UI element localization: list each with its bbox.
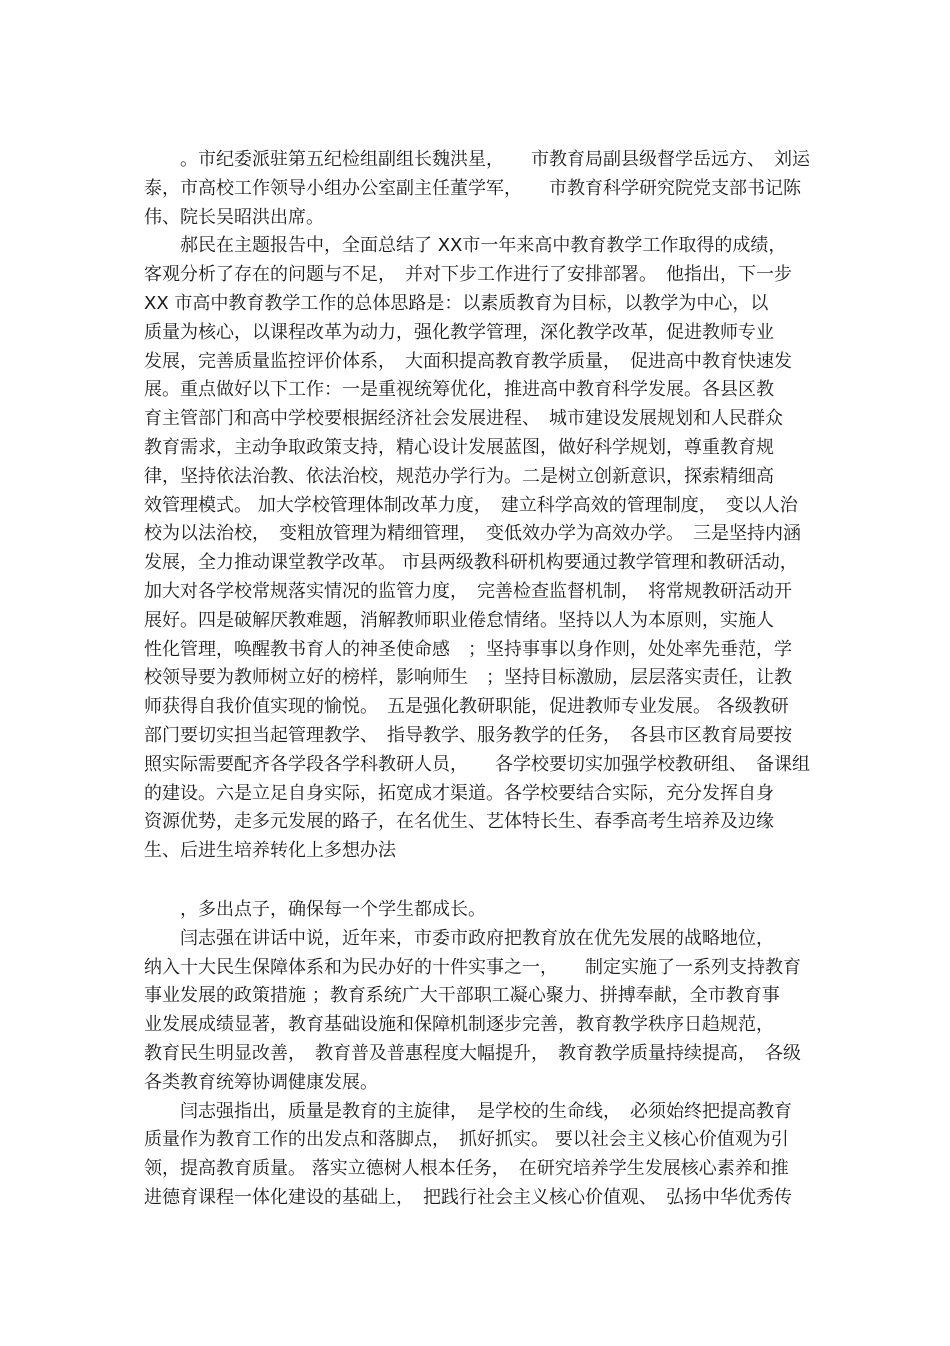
text-line: 纳入十大民生保障体系和为民办好的十件实事之一， 制定实施了一系列支持教育 [144, 956, 801, 978]
text-line: 律，坚持依法治教、依法治校，规范办学行为。二是树立创新意识，探索精细高 [144, 465, 774, 487]
text-line: 郝民在主题报告中，全面总结了 XX市一年来高中教育教学工作取得的成绩， [144, 235, 787, 257]
text-line: 的建设。六是立足自身实际，拓宽成才渠道。各学校要结合实际，充分发挥自身 [144, 782, 774, 804]
text-line: 客观分析了存在的问题与不足， 并对下步工作进行了安排部署。 他指出，下一步 [144, 264, 792, 286]
text-line: 质量为核心，以课程改革为动力，强化教学管理，深化教学改革，促进教师专业 [144, 321, 774, 343]
text-line: 效管理模式。 加大学校管理体制改革力度， 建立科学高效的管理制度， 变以人治 [144, 494, 798, 516]
text-line: 业发展成绩显著，教育基础设施和保障机制逐步完善，教育教学秩序日趋规范， [144, 1014, 774, 1036]
text-line: 资源优势，走多元发展的路子，在名优生、艺体特长生、春季高考生培养及边缘 [144, 811, 774, 833]
text-line: ，多出点子，确保每一个学生都成长。 [144, 899, 486, 920]
text-line: XX 市高中教育教学工作的总体思路是：以素质教育为目标，以教学为中心，以 [144, 292, 769, 314]
text-line: 闫志强指出，质量是教育的主旋律， 是学校的生命线， 必须始终把提高教育 [144, 1100, 792, 1122]
text-line: 校领导要为教师树立好的榜样，影响师生 ；坚持目标激励，层层落实责任，让教 [144, 667, 792, 689]
text-block-upper [144, 146, 824, 866]
text-line: 校为以法治校， 变粗放管理为精细管理， 变低效办学为高效办学。 三是坚持内涵 [144, 523, 801, 545]
text-line: 展。重点做好以下工作：一是重视统筹优化，推进高中教育科学发展。各县区教 [144, 379, 774, 401]
text-line: 发展，全力推动课堂教学改革。 市县两级教科研机构要通过教学管理和教研活动， [144, 552, 798, 574]
text-block-lower [144, 896, 824, 1213]
text-line: 育主管部门和高中学校要根据经济社会发展进程、 城市建设发展规划和人民群众 [144, 408, 783, 430]
text-line: 师获得自我价值实现的愉悦。 五是强化教研职能，促进教师专业发展。 各级教研 [144, 696, 789, 718]
text-line: 。市纪委派驻第五纪检组副组长魏洪星， 市教育局副县级督学岳远方、 刘运 [144, 149, 810, 170]
text-line: 教育民生明显改善， 教育普及普惠程度大幅提升， 教育教学质量持续提高， 各级 [144, 1042, 801, 1064]
text-line: 各类教育统筹协调健康发展。 [144, 1071, 378, 1093]
text-line: 教育需求，主动争取政策支持，精心设计发展蓝图，做好科学规划，尊重教育规 [144, 436, 774, 458]
text-line: 伟、院长吴昭洪出席。 [144, 206, 324, 228]
text-line: 部门要切实担当起管理教学、 指导教学、服务教学的任务， 各县市区教育局要按 [144, 724, 792, 746]
text-line: 加大对各学校常规落实情况的监管力度， 完善检查监督机制， 将常规教研活动开 [144, 580, 792, 602]
text-line: 泰，市高校工作领导小组办公室副主任董学军， 市教育科学研究院党支部书记陈 [144, 177, 801, 199]
text-line: 事业发展的政策措施 ；教育系统广大干部职工凝心聚力、拼搏奉献，全市教育事 [144, 985, 780, 1007]
text-line: 生、后进生培养转化上多想办法 [144, 840, 396, 862]
text-line: 发展，完善质量监控评价体系， 大面积提高教育教学质量， 促进高中教育快速发 [144, 350, 792, 372]
text-line: 展好。四是破解厌教难题，消解教师职业倦怠情绪。坚持以人为本原则，实施人 [144, 609, 774, 631]
text-line: 性化管理，唤醒教书育人的神圣使命感 ；坚持事事以身作则，处处率先垂范，学 [144, 638, 792, 660]
text-line: 闫志强在讲话中说，近年来，市委市政府把教育放在优先发展的战略地位， [144, 927, 774, 949]
text-line: 进德育课程一体化建设的基础上， 把践行社会主义核心价值观、 弘扬中华优秀传 [144, 1186, 792, 1208]
text-line: 质量作为教育工作的出发点和落脚点， 抓好抓实。 要以社会主义核心价值观为引 [144, 1129, 789, 1151]
text-line: 照实际需要配齐各学段各学科教研人员， 各学校要切实加强学校教研组、 备课组 [144, 753, 810, 775]
text-line: 领，提高教育质量。 落实立德树人根本任务， 在研究培养学生发展核心素养和推 [144, 1158, 789, 1180]
